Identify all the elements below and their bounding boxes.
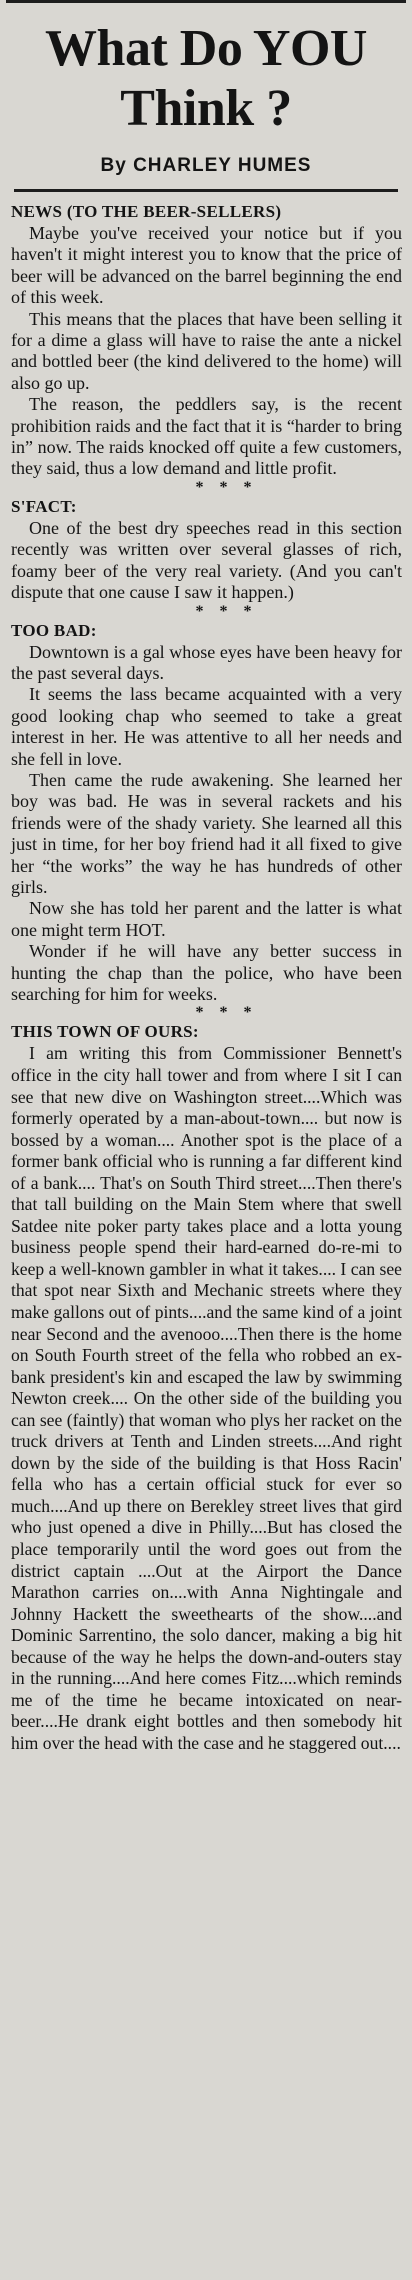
- headline: [0, 19, 412, 139]
- paragraph: One of the best dry speeches read in this section recently was written over several glasses of rich, foamy beer of the very real variety. (And you can't dispute that one cause I saw it happen.): [11, 517, 402, 603]
- paragraph: This means that the places that have been selling it for a dime a glass will have to raise the ante a nickel and bottled beer (the kind delivered to the home) will also go up.: [11, 308, 402, 393]
- section-head-news: NEWS (TO THE BEER-SELLERS): [11, 202, 282, 221]
- byline: By CHARLEY HUMES: [100, 155, 312, 176]
- headline-line-2: Think ?: [120, 80, 292, 137]
- paragraph: It seems the lass became acquainted with a very good looking chap who seemed to take a great interest in her. He was attentive to all her needs and she fell in love.: [11, 684, 402, 769]
- section-head-this-town: THIS TOWN OF OURS:: [11, 1022, 199, 1042]
- section-head-sfact: S'FACT:: [11, 496, 77, 516]
- paragraph: I am writing this from Commissioner Bennett's office in the city hall tower and from where I sit I can see that new dive on Washington street....Which was formerly operated by a man-about-town.... but now is bossed by a woman.... Another spot is the place of a former bank official who is running a far different kind of a bank.... That's on South Third street....Then there's that tall building on the Main Stem where that swell Satdee nite poker party takes place and a lotta young business people spend their hard-earned do-re-mi to keep a well-known gambler in what it takes.... I can see that spot near Sixth and Mechanic streets where they make gallons out of pints....and the same kind of a joint near Second and the avenooo....Then there is the home on South Fourth street of the fella who robbed an ex-bank president's kin and escaped the law by swimming Newton creek.... On the other side of the building you can see (faintly) that woman who plys her racket on the truck drivers at Tenth and Linden streets....And right down by the side of the building is that Hoss Racin' fella who has a certain official stuck for ever so much....And up there on Berekley street lives that gird who just opened a dive in Philly....But has closed the place temporarily until the word goes out from the district captain ....Out at the Airport the Dance Marathon carries on....with Anna Nightingale and Johnny Hackett the sweethearts of the show....and Dominic Sarrentino, the solo dancer, making a big hit because of the way he helps the down-and-outers stay in the running....And here comes Fitz....which reminds me of the time he became intoxicated on near-beer....He drank eight bottles and then somebody hit him over the head with the case and he staggered out....: [11, 1043, 402, 1753]
- paragraph: Downtown is a gal whose eyes have been heavy for the past several days.: [11, 641, 402, 683]
- article-body: [0, 192, 412, 1754]
- section-head-too-bad: TOO BAD:: [11, 620, 97, 640]
- paragraph: Now she has told her parent and the latter is what one might term HOT.: [11, 898, 402, 940]
- separator-stars: * * *: [195, 478, 258, 496]
- paragraph: Then came the rude awakening. She learned her boy was bad. He was in several rackets and his friends were of the shady variety. She learned all this just in time, for her boy friend had it all fixed to give her “the works” the way he has hundreds of other girls.: [11, 769, 402, 897]
- paragraph: Wonder if he will have any better success in hunting the chap than the police, who have been searching for him for weeks.: [11, 941, 402, 1004]
- headline-line-1: What Do YOU: [45, 20, 367, 77]
- separator-stars: * * *: [195, 1004, 258, 1022]
- top-rule: [6, 0, 406, 3]
- paragraph: The reason, the peddlers say, is the recent prohibition raids and the fact that it is “harder to bring in” now. The raids knocked off quite a few customers, they said, thus a low demand and little profit.: [11, 394, 402, 479]
- paragraph: Maybe you've received your notice but if you haven't it might interest you to know that the price of beer will be advanced on the barrel beginning the end of this week.: [11, 223, 402, 308]
- separator-stars: * * *: [195, 602, 258, 620]
